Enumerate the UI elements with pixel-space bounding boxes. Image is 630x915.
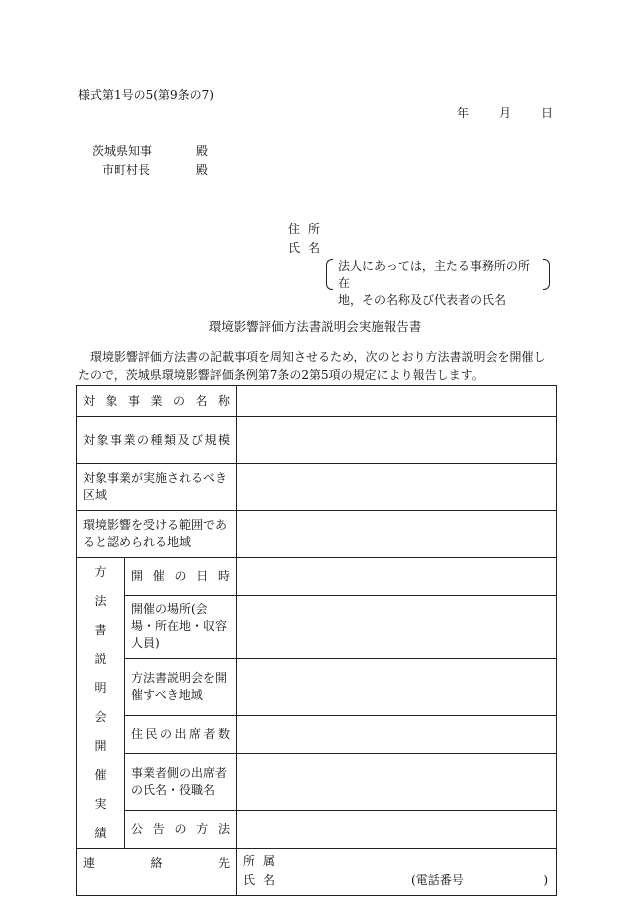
- group-row-label: [125, 659, 237, 716]
- row-value-cell[interactable]: [237, 386, 557, 417]
- bracket-right: [543, 259, 550, 290]
- group-label-char: 明: [94, 681, 107, 695]
- group-row-label-text: 開催の日時: [131, 568, 231, 583]
- row-value-cell[interactable]: [237, 558, 557, 596]
- table-row: [77, 386, 557, 417]
- table-row: [77, 811, 557, 849]
- group-row-label-text: 公告の方法: [131, 822, 231, 837]
- group-row-label: [125, 558, 237, 596]
- row-label: [77, 386, 237, 417]
- table-row: [77, 659, 557, 716]
- group-label-char: 開: [94, 739, 107, 753]
- form-number: 様式第1号の5(第9条の7): [78, 88, 214, 102]
- table-row: [77, 511, 557, 558]
- contact-row: [77, 849, 557, 896]
- group-label-char: 催: [94, 768, 107, 782]
- contact-value-cell[interactable]: [237, 849, 557, 896]
- addressee-name: 茨城県知事: [92, 144, 153, 158]
- addressee-honorific: 殿: [196, 144, 209, 158]
- row-label: [77, 417, 237, 464]
- addressee-name: 市町村長: [102, 163, 151, 177]
- row-value-cell[interactable]: [237, 811, 557, 849]
- row-value-cell[interactable]: [237, 754, 557, 811]
- corporate-note-line2: 地，その名称及び代表者の氏名: [338, 293, 507, 307]
- table-row: [77, 754, 557, 811]
- row-value-cell[interactable]: [237, 659, 557, 716]
- group-row-label-text: 方法書説明会を開催すべき地域: [131, 671, 228, 703]
- group-row-label-text: 開催の場所(会場・所在地・収容人員): [131, 602, 228, 651]
- table-row: [77, 417, 557, 464]
- row-value-cell[interactable]: [237, 595, 557, 658]
- corporate-note-line1: 法人にあっては，主たる事務所の所在: [338, 259, 530, 290]
- addressee-honorific: 殿: [196, 163, 209, 177]
- intro-text: 環境影響評価方法書の記載事項を周知させるため，次のとおり方法書説明会を開催したので，茨城県環境影響評価条例第7条の2第5項の規定により報告します。: [78, 350, 546, 382]
- row-label: [77, 464, 237, 511]
- contact-name-line: [243, 872, 550, 889]
- contact-phone-close: ): [543, 873, 549, 887]
- group-row-label-text: 事業者側の出席者の氏名・役職名: [131, 766, 228, 798]
- date-day-label: 日: [541, 106, 554, 120]
- row-label-text: 対象事業の種類及び規模: [83, 432, 231, 447]
- table-row: [77, 464, 557, 511]
- applicant-name-label: 氏名: [288, 241, 329, 255]
- report-table: [76, 385, 557, 896]
- document-title: 環境影響評価方法書説明会実施報告書: [208, 319, 422, 334]
- group-label-char: 書: [94, 623, 107, 637]
- date-year-label: 年: [457, 106, 470, 120]
- contact-label-text: 連絡先: [83, 856, 231, 870]
- corporate-note: [326, 258, 550, 307]
- row-label-text: 対象事業の名称: [83, 393, 231, 408]
- group-label-char: 績: [94, 826, 107, 840]
- date-month-label: 月: [499, 106, 512, 120]
- group-label-char: 説: [94, 652, 107, 666]
- row-value-cell[interactable]: [237, 511, 557, 558]
- addressee-governor: [92, 142, 209, 159]
- group-label-char: 実: [94, 797, 107, 811]
- group-label: [77, 558, 125, 849]
- table-row: [77, 595, 557, 658]
- row-label-text: 対象事業が実施されるべき区域: [83, 471, 228, 502]
- addressee-mayor: [102, 161, 209, 178]
- contact-name-label: 氏名: [243, 873, 284, 887]
- group-label-char: 会: [94, 710, 107, 724]
- group-row-label: [125, 811, 237, 849]
- contact-phone-open: (電話番号: [411, 873, 464, 887]
- group-row-label-text: 住民の出席者数: [131, 727, 231, 742]
- applicant-address-label: 住所: [288, 222, 329, 236]
- group-row-label: [125, 595, 237, 658]
- row-value-cell[interactable]: [237, 716, 557, 754]
- group-row-label: [125, 716, 237, 754]
- contact-label: [77, 849, 237, 896]
- row-value-cell[interactable]: [237, 464, 557, 511]
- table-row: [77, 716, 557, 754]
- bracket-left: [326, 259, 333, 290]
- row-label: [77, 511, 237, 558]
- group-label-char: 法: [94, 594, 107, 608]
- group-row-label: [125, 754, 237, 811]
- contact-affiliation-label: 所属: [243, 854, 284, 868]
- table-row: [77, 558, 557, 596]
- row-value-cell[interactable]: [237, 417, 557, 464]
- group-label-char: 方: [94, 565, 107, 579]
- row-label-text: 環境影響を受ける範囲であると認められる地域: [83, 518, 228, 549]
- date-line: [457, 104, 553, 121]
